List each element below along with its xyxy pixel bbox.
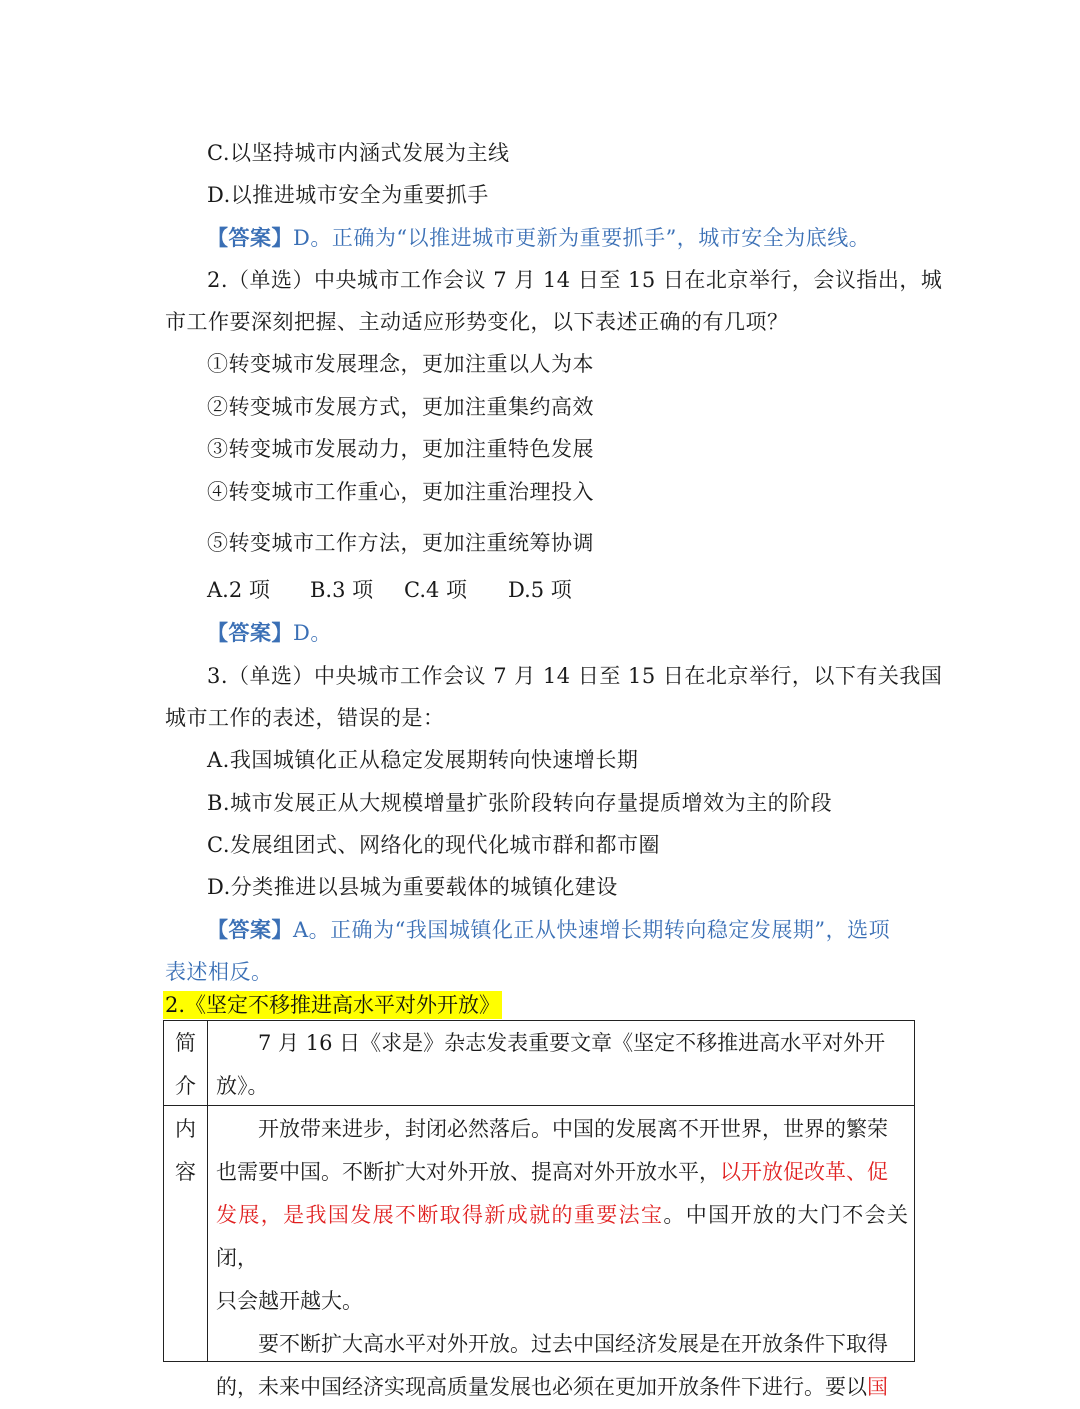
p1-line2-text: 也需要中国。不断扩大对外开放、提高对外开放水平， (216, 1160, 720, 1184)
p1-line2-highlight: 以开放促改革、促 (720, 1160, 888, 1184)
answer-bracket: 【答案】 (207, 917, 293, 942)
q2-item-3: ③转变城市发展动力，更加注重特色发展 (207, 437, 594, 461)
content-label-char2: 容 (175, 1160, 196, 1184)
q2-option-b: B.3 项 (310, 578, 374, 602)
table-divider-vertical (207, 1021, 208, 1361)
q3-option-d: D.分类推进以县城为重要载体的城镇化建设 (207, 875, 618, 899)
q2-item-5: ⑤转变城市工作方法，更加注重统筹协调 (207, 531, 594, 555)
p1-line2 (216, 1151, 908, 1194)
q2-options (207, 575, 572, 605)
p2-line2-text: 的，未来中国经济实现高质量发展也必须在更加开放条件下进行。要以 (216, 1375, 867, 1399)
q3-stem-line2: 城市工作的表述，错误的是： (165, 706, 445, 730)
q3-stem-line1: 3.（单选）中央城市工作会议 7 月 14 日至 15 日在北京举行，以下有关我国 (207, 664, 943, 688)
q3-option-b: B.城市发展正从大规模增量扩张阶段转向存量提质增效为主的阶段 (207, 791, 833, 815)
q2-stem-line2: 市工作要深刻把握、主动适应形势变化，以下表述正确的有几项？ (165, 310, 789, 334)
q3-option-a: A.我国城镇化正从稳定发展期转向快速增长期 (207, 748, 639, 772)
q1-option-c: C.以坚持城市内涵式发展为主线 (207, 141, 510, 165)
q3-answer-line1 (207, 915, 890, 945)
intro-label-char1: 简 (175, 1031, 196, 1055)
answer-text: A。正确为“我国城镇化正从快速增长期转向稳定发展期”，选项 (293, 918, 891, 942)
article-table (163, 1020, 915, 1399)
content-label (164, 1108, 207, 1194)
q2-item-1: ①转变城市发展理念，更加注重以人为本 (207, 352, 594, 376)
intro-line1: 7 月 16 日《求是》杂志发表重要文章《坚定不移推进高水平对外开 (258, 1031, 886, 1055)
answer-bracket: 【答案】 (207, 225, 293, 250)
q2-answer (207, 618, 332, 648)
q2-option-c: C.4 项 (404, 578, 468, 602)
p1-line3-highlight: 发展，是我国发展不断取得新成就的重要法宝 (216, 1203, 664, 1227)
q1-answer (207, 223, 870, 253)
intro-line2: 放》。 (216, 1074, 269, 1098)
answer-text: D。正确为“以推进城市更新为重要抓手”，城市安全为底线。 (293, 226, 871, 250)
answer-text: D。 (293, 621, 332, 645)
section-heading: 2.《坚定不移推进高水平对外开放》 (165, 993, 501, 1017)
q2-option-a: A.2 项 (207, 578, 270, 602)
q3-option-c: C.发展组团式、网络化的现代化城市群和都市圈 (207, 833, 660, 857)
p1-line3 (216, 1194, 908, 1280)
intro-label-char2: 介 (175, 1074, 196, 1098)
intro-label (164, 1022, 207, 1108)
p1-line3-text: 。中国开放的大门不会关闭， (216, 1203, 909, 1270)
content-text (216, 1108, 908, 1409)
content-label-char1: 内 (175, 1117, 196, 1141)
q2-option-d: D.5 项 (508, 578, 572, 602)
q2-item-4: ④转变城市工作重心，更加注重治理投入 (207, 480, 594, 504)
q2-item-2: ②转变城市发展方式，更加注重集约高效 (207, 395, 594, 419)
p2-line2-highlight: 国 (867, 1375, 888, 1399)
q2-stem-line1: 2.（单选）中央城市工作会议 7 月 14 日至 15 日在北京举行，会议指出，城 (207, 268, 943, 292)
answer-bracket: 【答案】 (207, 620, 293, 645)
intro-text (216, 1022, 908, 1108)
p2-line1: 要不断扩大高水平对外开放。过去中国经济发展是在开放条件下取得 (258, 1332, 888, 1356)
q1-option-d: D.以推进城市安全为重要抓手 (207, 183, 489, 207)
p1-line1: 开放带来进步，封闭必然落后。中国的发展离不开世界，世界的繁荣 (258, 1117, 888, 1141)
q3-answer-line2: 表述相反。 (165, 960, 273, 984)
p1-line4: 只会越开越大。 (216, 1289, 363, 1313)
